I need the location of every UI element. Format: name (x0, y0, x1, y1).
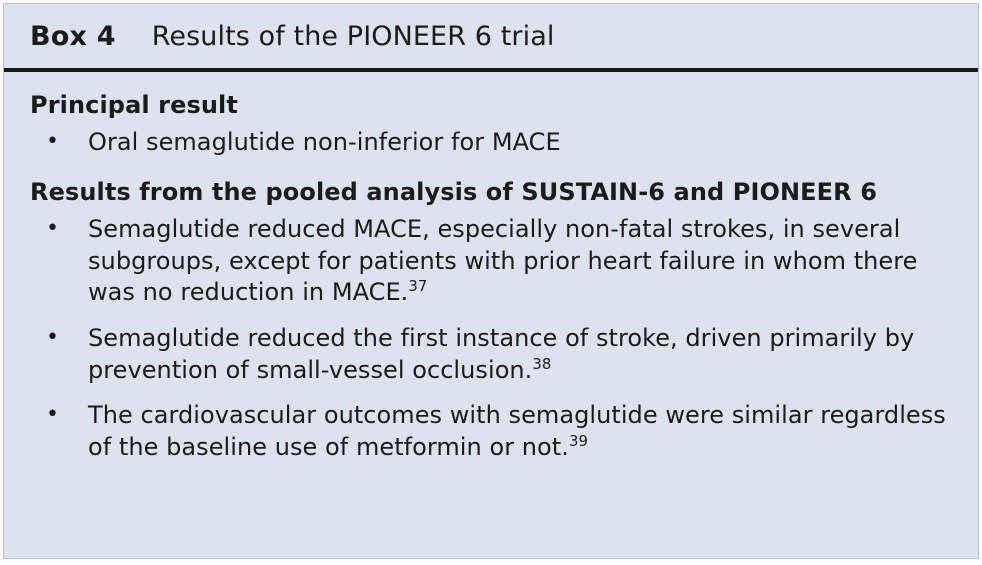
pooled-analysis-list (30, 214, 952, 464)
list-item-text: Oral semaglutide non-inferior for MACE (88, 128, 561, 157)
bullet-icon: • (46, 216, 60, 242)
box-label: Box 4 (30, 20, 116, 52)
list-item (30, 127, 952, 159)
list-item (30, 214, 952, 309)
list-item (30, 400, 952, 463)
reference-marker: 39 (568, 432, 588, 451)
principal-result-list (30, 127, 952, 159)
box-header (4, 4, 978, 72)
box-body (4, 72, 978, 558)
list-item (30, 323, 952, 386)
info-box (3, 3, 979, 559)
box-title: Results of the PIONEER 6 trial (151, 20, 555, 52)
section-heading-pooled-analysis: Results from the pooled analysis of SUSTAIN-6 and PIONEER 6 (30, 177, 877, 206)
list-item-text: Semaglutide reduced MACE, especially non-fatal strokes, in several subgroups, except for patients with prior heart failure in whom there was no reduction in MACE. (88, 215, 918, 307)
bullet-icon: • (46, 325, 60, 351)
list-item-text: The cardiovascular outcomes with semaglutide were similar regardless of the baseline use of metformin or not. (88, 401, 946, 462)
list-item-text: Semaglutide reduced the first instance of stroke, driven primarily by prevention of small-vessel occlusion. (88, 324, 915, 384)
reference-marker: 38 (532, 354, 552, 373)
bullet-icon: • (46, 129, 60, 155)
reference-marker: 37 (408, 277, 428, 296)
section-heading-principal-result: Principal result (30, 91, 238, 119)
bullet-icon: • (46, 402, 60, 428)
